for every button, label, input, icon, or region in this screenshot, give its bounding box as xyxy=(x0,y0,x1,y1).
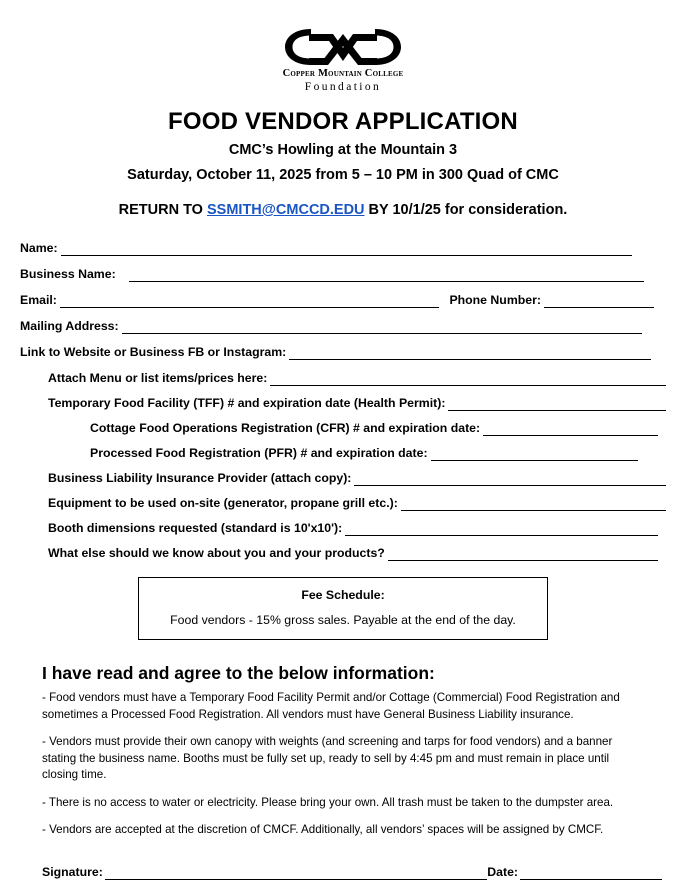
field-row-mailing-address xyxy=(20,319,666,334)
name-label: Name: xyxy=(20,241,58,255)
fee-schedule-title: Fee Schedule: xyxy=(301,588,385,602)
field-row-pfr xyxy=(20,446,666,461)
field-row-equipment xyxy=(20,496,666,511)
cmc-monogram-icon xyxy=(280,26,406,68)
field-row-business-name xyxy=(20,267,666,282)
agreement-heading: I have read and agree to the below information: xyxy=(42,663,435,683)
pfr-input-line[interactable] xyxy=(431,449,638,461)
insurance-label: Business Liability Insurance Provider (attach copy): xyxy=(48,471,352,485)
attach-menu-input-line[interactable] xyxy=(270,374,666,386)
cfr-label: Cottage Food Operations Registration (CFR) # and expiration date: xyxy=(90,421,481,435)
business-name-label: Business Name: xyxy=(20,267,116,281)
equipment-input-line[interactable] xyxy=(401,499,666,511)
fee-schedule-text: Food vendors - 15% gross sales. Payable at the end of the day. xyxy=(170,613,516,627)
organization-logo xyxy=(20,0,666,94)
page-title: FOOD VENDOR APPLICATION xyxy=(168,108,518,135)
event-datetime-location: Saturday, October 11, 2025 from 5 – 10 PM in 300 Quad of CMC xyxy=(127,167,559,183)
field-row-name xyxy=(20,241,666,256)
signature-row xyxy=(42,865,662,880)
logo-org-name: Copper Mountain College xyxy=(282,68,404,79)
phone-label: Phone Number: xyxy=(449,293,541,307)
cfr-input-line[interactable] xyxy=(483,424,658,436)
application-form xyxy=(20,241,666,561)
other-input-line[interactable] xyxy=(388,549,658,561)
booth-label: Booth dimensions requested (standard is 10'x10'): xyxy=(48,521,343,535)
field-row-attach-menu xyxy=(20,371,666,386)
equipment-label: Equipment to be used on-site (generator, propane grill etc.): xyxy=(48,496,398,510)
booth-input-line[interactable] xyxy=(345,524,658,536)
agreement-item: - There is no access to water or electricity. Please bring your own. All trash must be taken to the dumpster area. xyxy=(42,795,614,809)
date-input-line[interactable] xyxy=(520,868,662,880)
agreement-list xyxy=(42,690,644,839)
signature-label: Signature: xyxy=(42,864,103,879)
field-row-link xyxy=(20,345,666,360)
mailing-address-input-line[interactable] xyxy=(122,322,642,334)
field-row-insurance xyxy=(20,471,666,486)
email-label: Email: xyxy=(20,293,57,307)
business-name-input-line[interactable] xyxy=(129,270,644,282)
fee-schedule-box xyxy=(138,577,548,640)
agreement-item: - Food vendors must have a Temporary Food Facility Permit and/or Cottage (Commercial) Food Registration and sometimes a Processed Food Registration. All vendors must have General Business Liability insurance. xyxy=(42,691,620,721)
attach-menu-label: Attach Menu or list items/prices here: xyxy=(48,371,268,385)
event-name: CMC’s Howling at the Mountain 3 xyxy=(228,142,458,158)
agreement-item: - Vendors must provide their own canopy with weights (and screening and tarps for food vendors) and a banner stating the business name. Booths must be fully set up, ready to sell by 4:45 pm and must remain in place until closing time. xyxy=(42,735,613,781)
return-email-link[interactable]: SSMITH@CMCCD.EDU xyxy=(207,202,365,218)
name-input-line[interactable] xyxy=(61,244,632,256)
tff-label: Temporary Food Facility (TFF) # and expiration date (Health Permit): xyxy=(48,396,446,410)
fee-schedule-section xyxy=(20,577,666,640)
return-prefix-text: RETURN TO xyxy=(118,202,207,218)
field-row-tff xyxy=(20,396,666,411)
field-row-booth xyxy=(20,521,666,536)
pfr-label: Processed Food Registration (PFR) # and expiration date: xyxy=(90,446,428,460)
mailing-address-label: Mailing Address: xyxy=(20,319,119,333)
return-suffix-text: BY 10/1/25 for consideration. xyxy=(364,202,568,218)
email-input-line[interactable] xyxy=(60,296,440,308)
link-label: Link to Website or Business FB or Instagram: xyxy=(20,345,287,359)
link-input-line[interactable] xyxy=(289,348,651,360)
phone-input-line[interactable] xyxy=(544,296,654,308)
return-instruction xyxy=(20,200,666,221)
date-label: Date: xyxy=(487,864,518,879)
tff-input-line[interactable] xyxy=(448,399,666,411)
field-row-email-phone xyxy=(20,293,666,308)
other-label: What else should we know about you and your products? xyxy=(48,546,385,560)
insurance-input-line[interactable] xyxy=(354,474,666,486)
signature-input-line[interactable] xyxy=(105,868,487,880)
logo-org-subname: Foundation xyxy=(304,81,382,93)
agreement-item: - Vendors are accepted at the discretion of CMCF. Additionally, all vendors’ spaces will be assigned by CMCF. xyxy=(42,823,604,836)
field-row-cfr xyxy=(20,421,666,436)
field-row-other xyxy=(20,546,666,561)
